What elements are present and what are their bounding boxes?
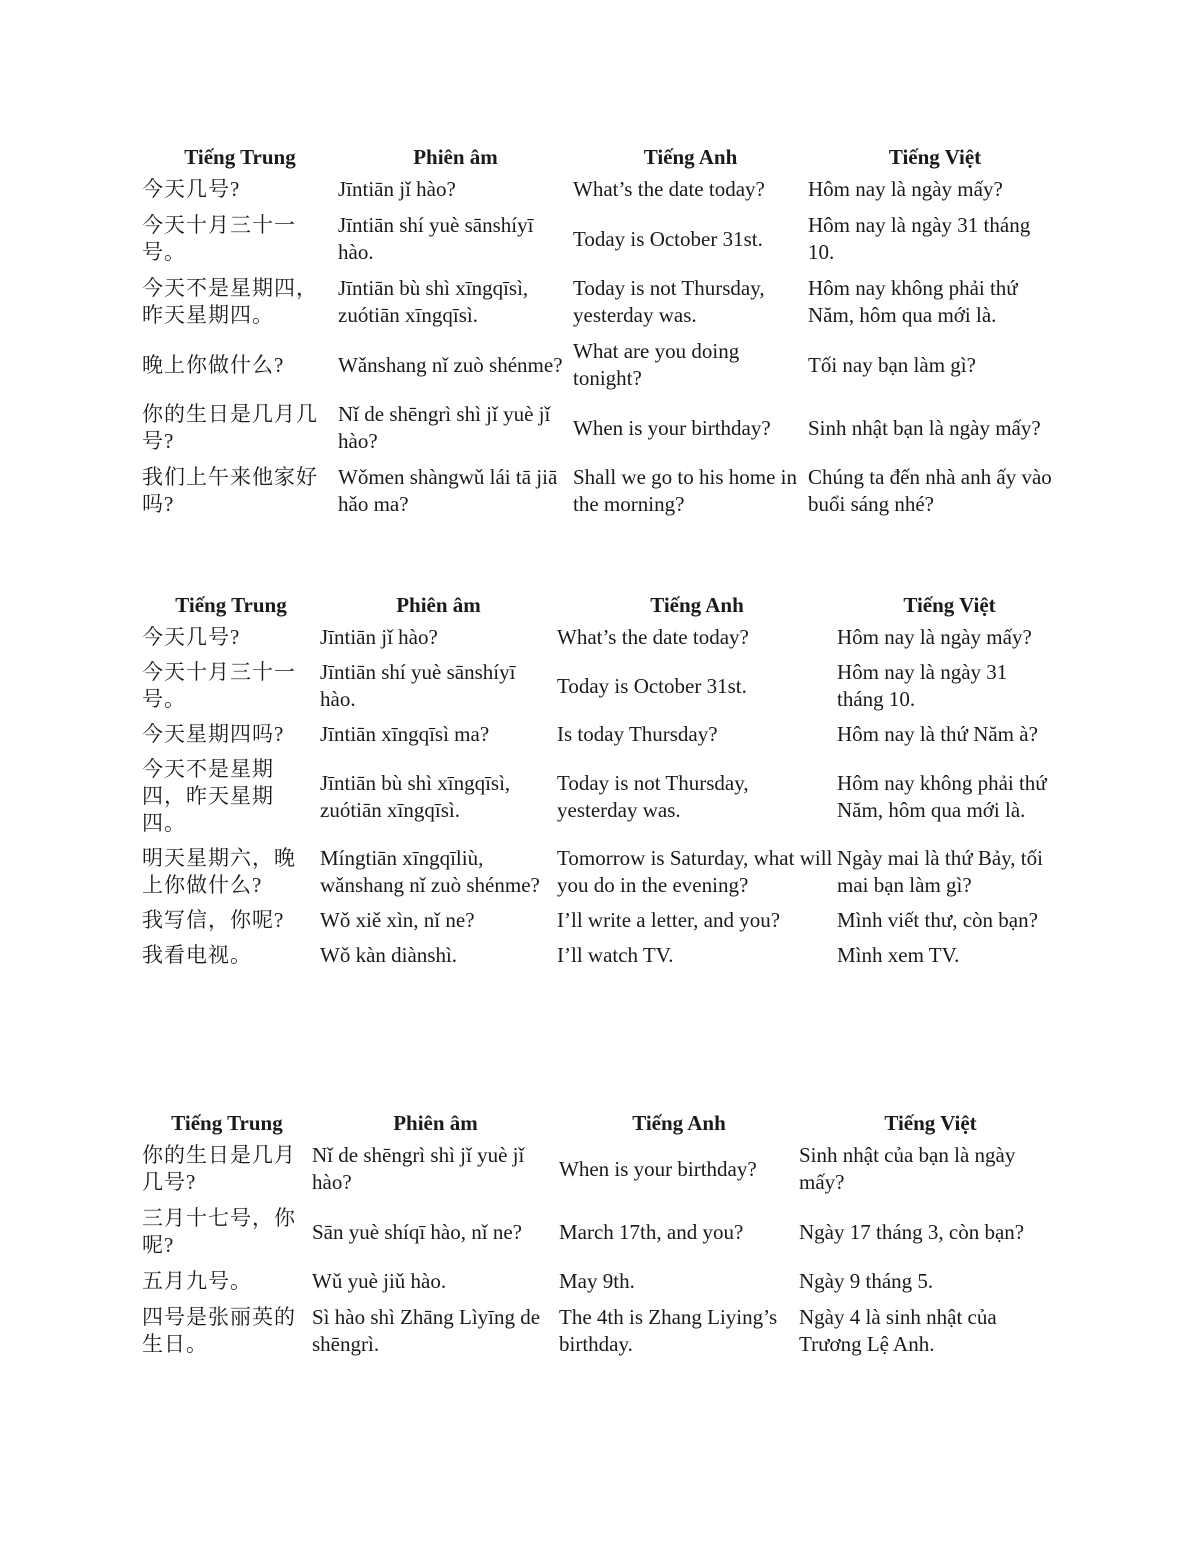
cell-chinese: 明天星期六，晚上你做什么? [142,846,296,897]
header-chinese: Tiếng Trung [175,592,287,617]
table-row [142,1142,1062,1205]
cell-pinyin: Jīntiān shí yuè sānshíyī hào. [338,213,534,264]
cell-vietnamese: Ngày 4 là sinh nhật của Trương Lệ Anh. [799,1305,997,1356]
table-row [142,338,1062,401]
cell-english: Is today Thursday? [557,722,718,746]
table-row [142,845,1062,907]
table-row [142,212,1062,275]
cell-english: Today is not Thursday, yesterday was. [557,770,749,822]
cell-vietnamese: Hôm nay không phải thứ Năm, hôm qua mới là. [837,770,1047,822]
cell-chinese: 你的生日是几月几号? [142,402,318,453]
cell-vietnamese: Sinh nhật bạn là ngày mấy? [808,415,1041,440]
table-row [142,756,1062,845]
cell-pinyin: Nǐ de shēngrì shì jǐ yuè jǐ hào? [338,402,551,453]
table-row [142,1205,1062,1268]
header-chinese: Tiếng Trung [184,144,296,169]
table-row [142,401,1062,464]
cell-pinyin: Sān yuè shíqī hào, nǐ ne? [312,1219,522,1244]
cell-chinese: 三月十七号，你呢? [142,1206,296,1257]
cell-pinyin: Jīntiān bù shì xīngqīsì, zuótiān xīngqīsì. [338,276,529,327]
cell-pinyin: Wǒmen shàngwǔ lái tā jiā hǎo ma? [338,465,558,516]
cell-chinese: 五月九号。 [142,1269,252,1293]
header-pinyin: Phiên âm [413,144,498,169]
cell-pinyin: Wǎnshang nǐ zuò shénme? [338,352,563,377]
cell-vietnamese: Mình viết thư, còn bạn? [837,908,1038,932]
header-vietnamese: Tiếng Việt [888,144,982,169]
header-english: Tiếng Anh [632,1110,726,1135]
cell-english: When is your birthday? [559,1156,757,1181]
table-row [142,176,1062,212]
cell-pinyin: Wǒ xiě xìn, nǐ ne? [320,908,475,932]
vocab-table-3 [142,1108,1062,1367]
header-pinyin: Phiên âm [396,592,481,617]
table-header [142,590,1062,624]
cell-vietnamese: Ngày 17 tháng 3, còn bạn? [799,1219,1025,1244]
cell-chinese: 我写信，你呢? [142,908,285,932]
cell-pinyin: Míngtiān xīngqīliù, wǎnshang nǐ zuò shénme? [320,846,540,897]
cell-chinese: 今天几号? [142,625,241,649]
cell-chinese: 晚上你做什么? [142,352,285,377]
cell-pinyin: Jīntiān xīngqīsì ma? [320,722,490,746]
cell-english: I’ll write a letter, and you? [557,908,781,932]
header-english: Tiếng Anh [650,592,744,617]
cell-pinyin: Jīntiān shí yuè sānshíyī hào. [320,660,516,711]
table-header [142,142,1062,176]
cell-vietnamese: Mình xem TV. [837,943,960,967]
table-row [142,464,1062,527]
cell-pinyin: Jīntiān jǐ hào? [320,625,438,649]
cell-chinese: 今天不是星期四，昨天星期四。 [142,757,274,835]
cell-vietnamese: Ngày 9 tháng 5. [799,1269,934,1293]
cell-vietnamese: Hôm nay là ngày mấy? [808,177,1003,201]
header-vietnamese: Tiếng Việt [903,592,996,617]
table-header [142,1108,1062,1142]
cell-english: Tomorrow is Saturday, what will you do in the evening? [557,846,833,897]
cell-pinyin: Wǒ kàn diànshì. [320,943,458,967]
cell-english: I’ll watch TV. [557,943,674,967]
table-row [142,721,1062,756]
cell-pinyin: Jīntiān bù shì xīngqīsì, zuótiān xīngqīsì. [320,770,511,822]
cell-english: What’s the date today? [573,177,765,201]
cell-english: March 17th, and you? [559,1219,744,1244]
table-row [142,1304,1062,1367]
cell-chinese: 四号是张丽英的生日。 [142,1305,296,1356]
cell-chinese: 我看电视。 [142,943,252,967]
cell-chinese: 我们上午来他家好吗? [142,465,318,516]
cell-chinese: 今天不是星期四，昨天星期四。 [142,276,318,327]
table-row [142,275,1062,338]
cell-english: Today is October 31st. [557,673,747,698]
cell-vietnamese: Ngày mai là thứ Bảy, tối mai bạn làm gì? [837,846,1043,897]
header-chinese: Tiếng Trung [171,1110,283,1135]
cell-chinese: 今天十月三十一号。 [142,660,296,711]
table-row [142,1268,1062,1304]
cell-english: Shall we go to his home in the morning? [573,465,797,516]
vocab-table-2 [142,590,1062,977]
cell-english: When is your birthday? [573,415,771,440]
cell-chinese: 今天星期四吗? [142,722,285,746]
cell-pinyin: Wǔ yuè jiǔ hào. [312,1269,447,1293]
cell-english: The 4th is Zhang Liying’s birthday. [559,1305,778,1356]
header-pinyin: Phiên âm [393,1110,478,1135]
vocab-table-1 [142,142,1062,527]
cell-vietnamese: Hôm nay không phải thứ Năm, hôm qua mới là. [808,276,1018,327]
cell-pinyin: Sì hào shì Zhāng Lìyīng de shēngrì. [312,1305,541,1356]
cell-vietnamese: Hôm nay là ngày mấy? [837,625,1032,649]
table-row [142,907,1062,942]
cell-vietnamese: Tối nay bạn làm gì? [808,352,976,377]
header-vietnamese: Tiếng Việt [884,1110,977,1135]
cell-vietnamese: Hôm nay là ngày 31 tháng 10. [808,213,1031,264]
cell-english: Today is October 31st. [573,226,763,251]
cell-chinese: 今天几号? [142,177,241,201]
header-english: Tiếng Anh [643,144,738,169]
cell-vietnamese: Chúng ta đến nhà anh ấy vào buổi sáng nhé? [808,465,1052,516]
cell-vietnamese: Hôm nay là ngày 31 tháng 10. [837,660,1008,711]
cell-vietnamese: Sinh nhật của bạn là ngày mấy? [799,1143,1016,1194]
cell-pinyin: Nǐ de shēngrì shì jǐ yuè jǐ hào? [312,1143,525,1194]
cell-english: What’s the date today? [557,625,749,649]
table-row [142,942,1062,977]
cell-english: May 9th. [559,1269,635,1293]
cell-chinese: 今天十月三十一号。 [142,213,296,264]
cell-english: Today is not Thursday, yesterday was. [573,276,765,327]
cell-vietnamese: Hôm nay là thứ Năm à? [837,722,1038,746]
table-row [142,624,1062,659]
cell-chinese: 你的生日是几月几号? [142,1143,296,1194]
cell-english: What are you doing tonight? [573,339,740,390]
table-row [142,659,1062,721]
cell-pinyin: Jīntiān jǐ hào? [338,177,456,201]
